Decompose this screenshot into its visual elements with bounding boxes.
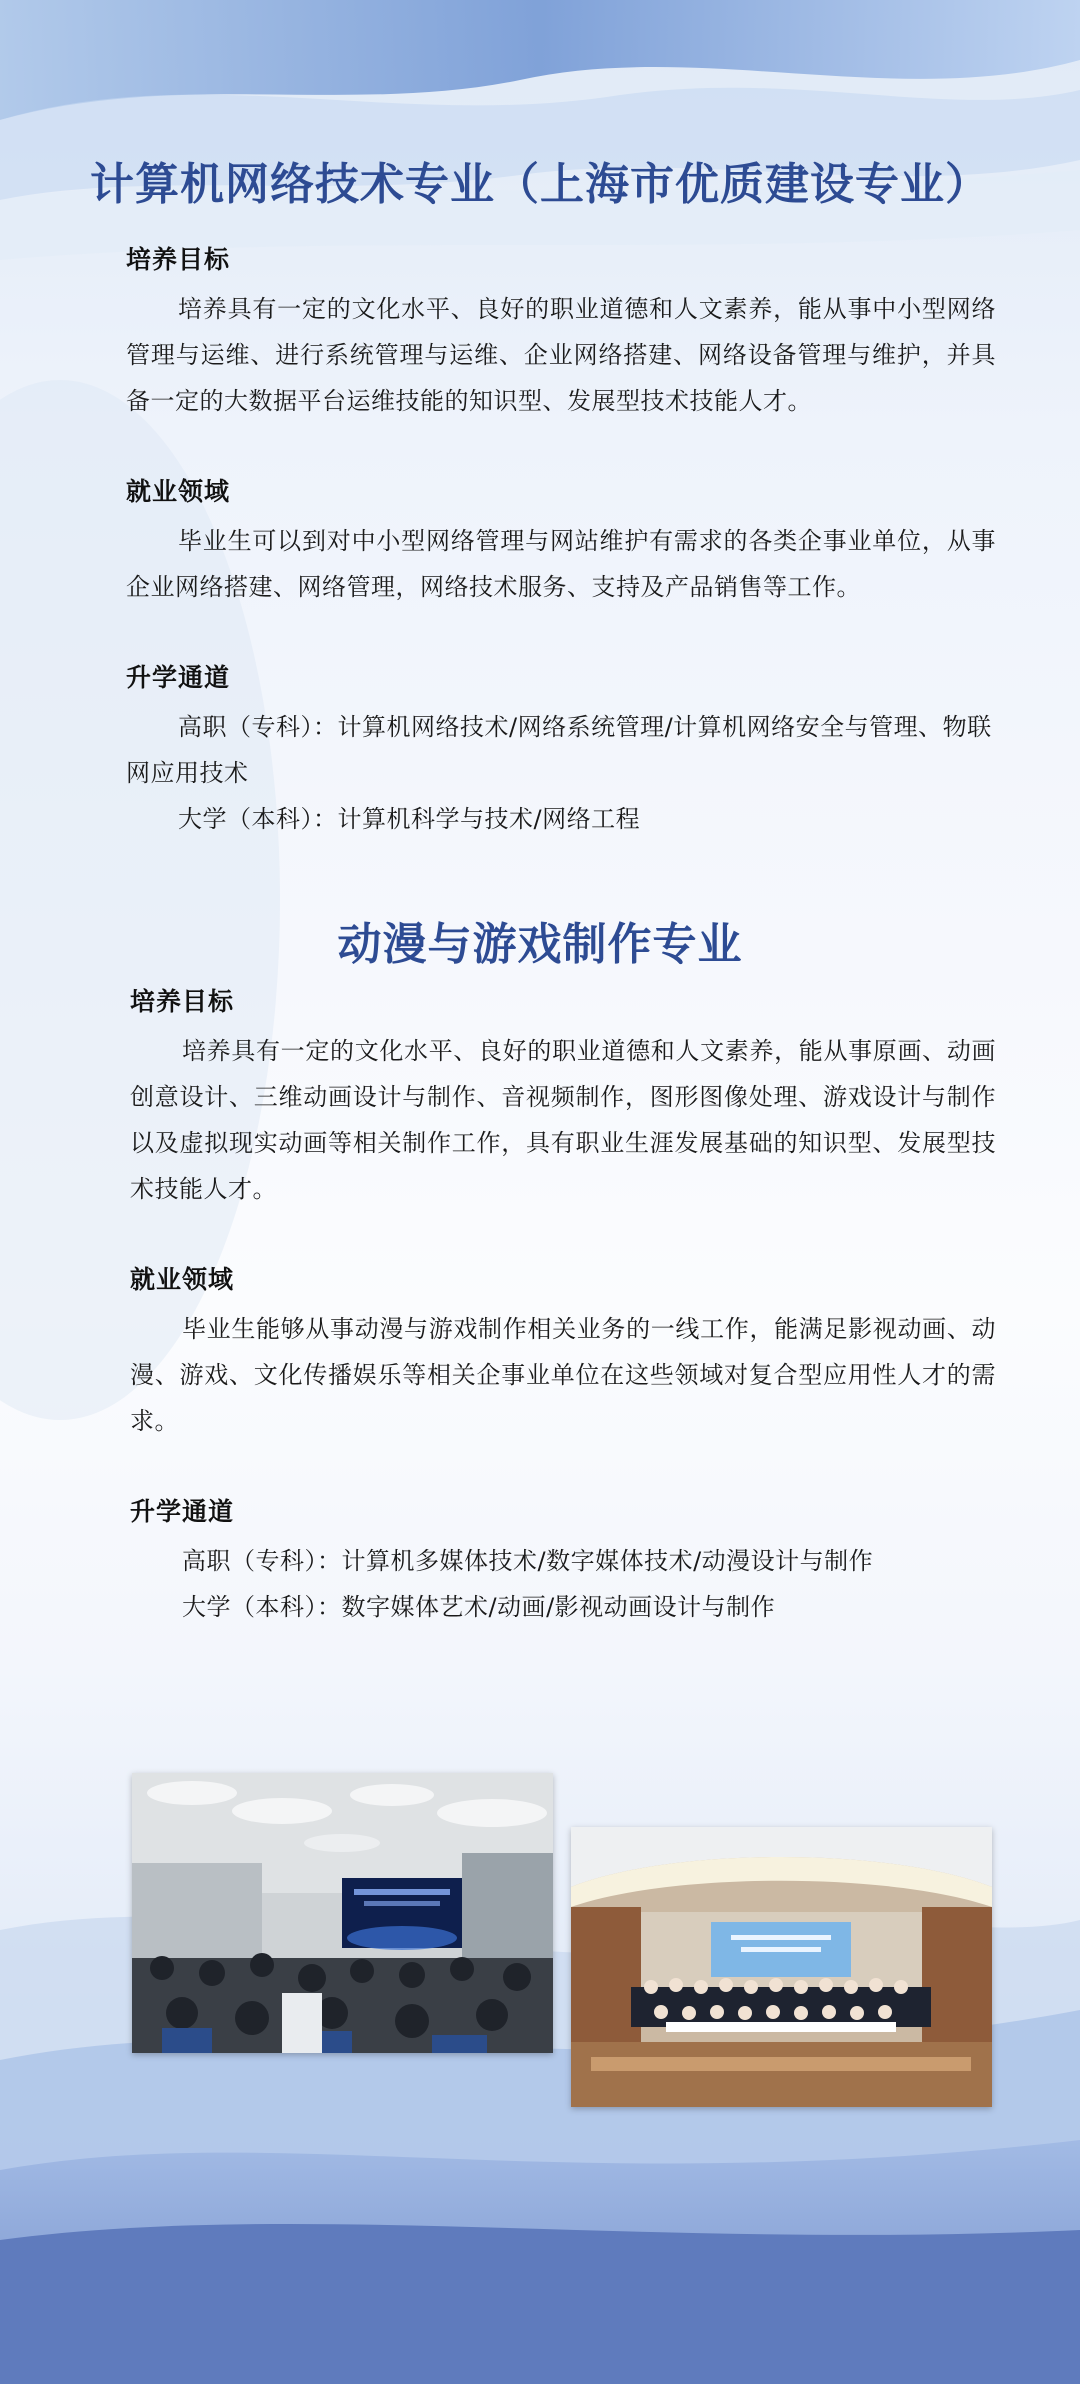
goal-heading: 培养目标 [126, 245, 231, 274]
animation-path-block [130, 1492, 996, 1630]
employment-text: 毕业生可以到对中小型网络管理与网站维护有需求的各类企事业单位，从事企业网络搭建、网络管理，网络技术服务、支持及产品销售等工作。 [126, 527, 996, 601]
goal-text: 培养具有一定的文化水平、良好的职业道德和人文素养，能从事中小型网络管理与运维、进行系统管理与运维、企业网络搭建、网络设备管理与维护，并具备一定的大数据平台运维技能的知识型、发展型技术技能人才。 [126, 295, 996, 415]
path-line: 高职（专科）：计算机多媒体技术/数字媒体技术/动漫设计与制作 [182, 1547, 874, 1575]
network-employment-block [126, 472, 996, 610]
path-heading: 升学通道 [130, 1497, 235, 1526]
lecture-photo [132, 1773, 553, 2053]
goal-text: 培养具有一定的文化水平、良好的职业道德和人文素养，能从事原画、动画创意设计、三维动画设计与制作、音视频制作，图形图像处理、游戏设计与制作以及虚拟现实动画等相关制作工作，具有职业生涯发展基础的知识型、发展型技术技能人才。 [130, 1037, 996, 1203]
network-path-block [126, 658, 996, 842]
goal-heading: 培养目标 [130, 987, 235, 1016]
employment-text: 毕业生能够从事动漫与游戏制作相关业务的一线工作，能满足影视动画、动漫、游戏、文化传播娱乐等相关企事业单位在这些领域对复合型应用性人才的需求。 [130, 1315, 996, 1435]
employment-heading: 就业领域 [130, 1265, 235, 1294]
path-line: 大学（本科）：数字媒体艺术/动画/影视动画设计与制作 [182, 1593, 776, 1621]
path-line: 高职（专科）：计算机网络技术/网络系统管理/计算机网络安全与管理、物联网应用技术 [126, 713, 992, 787]
employment-heading: 就业领域 [126, 477, 231, 506]
network-goal-block [126, 240, 996, 424]
major-title-network: 计算机网络技术专业（上海市优质建设专业） [90, 159, 990, 210]
animation-goal-block [130, 982, 996, 1212]
animation-employment-block [130, 1260, 996, 1444]
major-title-animation: 动漫与游戏制作专业 [337, 919, 743, 970]
group-photo [571, 1827, 992, 2107]
path-heading: 升学通道 [126, 663, 231, 692]
path-line: 大学（本科）：计算机科学与技术/网络工程 [178, 805, 641, 833]
